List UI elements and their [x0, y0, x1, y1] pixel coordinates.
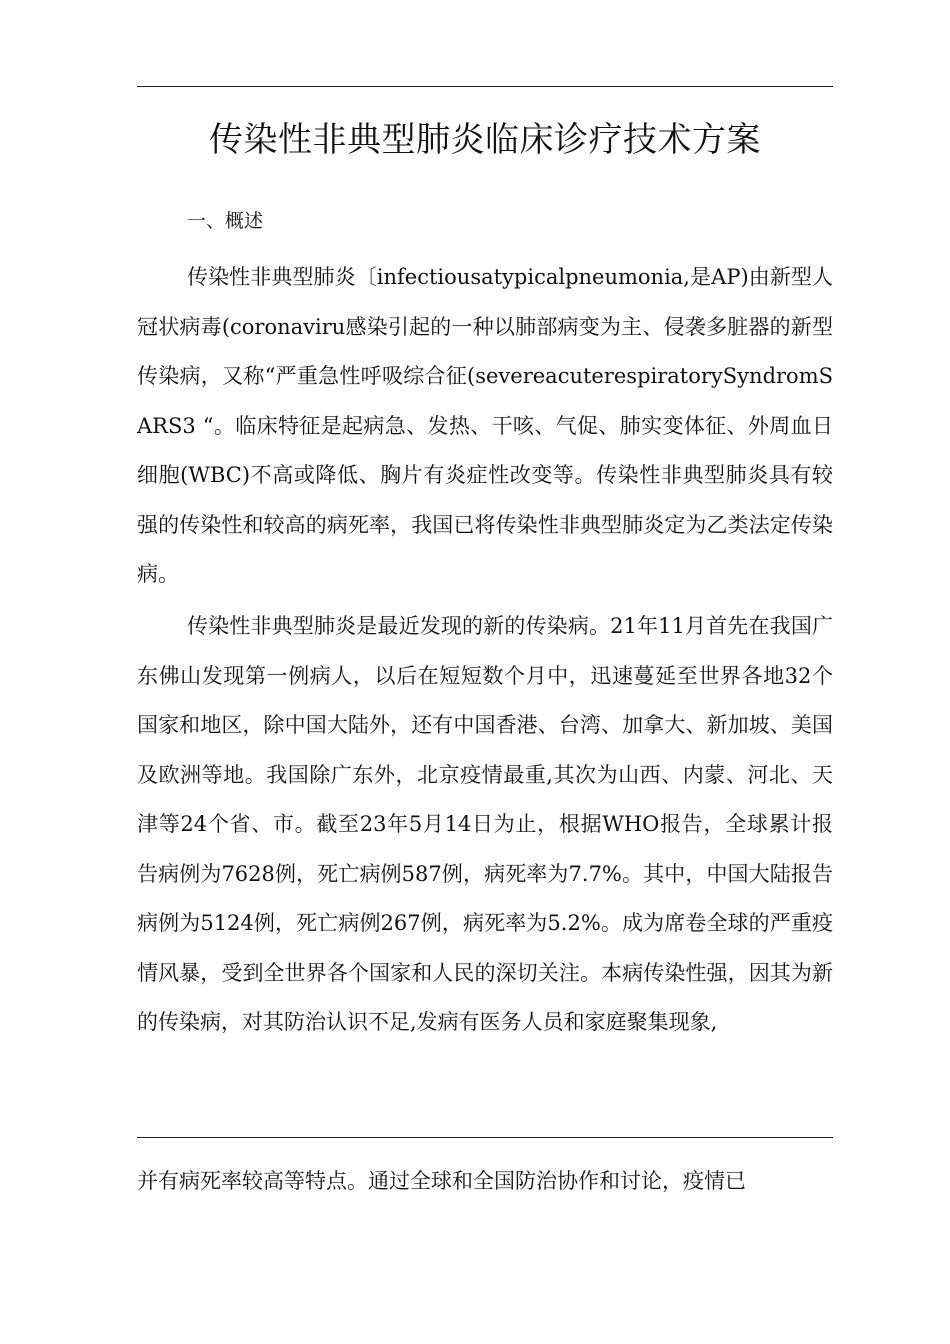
- document-title: 传染性非典型肺炎临床诊疗技术方案: [209, 120, 761, 160]
- paragraph-overview: 传染性非典型肺炎〔infectiousatypicalpneumonia,是AP)由新型人冠状病毒(coronaviru感染引起的一种以肺部病变为主、侵袭多脏器的新型传染病，又称“严重急性呼吸综合征(severeacuterespiratorySyndromSARS3 “。临床特征是起病急、发热、干咳、气促、肺实变体征、外周血日细胞(WBC)不高或降低、胸片有炎症性改变等。传染性非典型肺炎具有较强的传染性和较高的病死率，我国已将传染性非典型肺炎定为乙类法定传染病。: [137, 265, 833, 586]
- paragraph-epidemiology: 传染性非典型肺炎是最近发现的新的传染病。21年11月首先在我国广东佛山发现第一例病人，以后在短短数个月中，迅速蔓延至世界各地32个国家和地区，除中国大陆外，还有中国香港、台湾、加拿大、新加坡、美国及欧洲等地。我国除广东外，北京疫情最重,其次为山西、内蒙、河北、天津等24个省、市。截至23年5月14日为止，根据WHO报告，全球累计报告病例为7628例，死亡病例587例，病死率为7.7%。其中，中国大陆报告病例为5124例，死亡病例267例，病死率为5.2%。成为席卷全球的严重疫情风暴，受到全世界各个国家和人民的深切关注。本病传染性强，因其为新的传染病，对其防治认识不足,发病有医务人员和家庭聚集现象,: [137, 614, 833, 1034]
- section-heading: 一、概述: [187, 210, 264, 232]
- page-break-divider: [137, 1137, 833, 1138]
- paragraph-continuation: 并有病死率较高等特点。通过全球和全国防治协作和讨论，疫情已: [137, 1169, 746, 1193]
- top-divider: [137, 86, 833, 87]
